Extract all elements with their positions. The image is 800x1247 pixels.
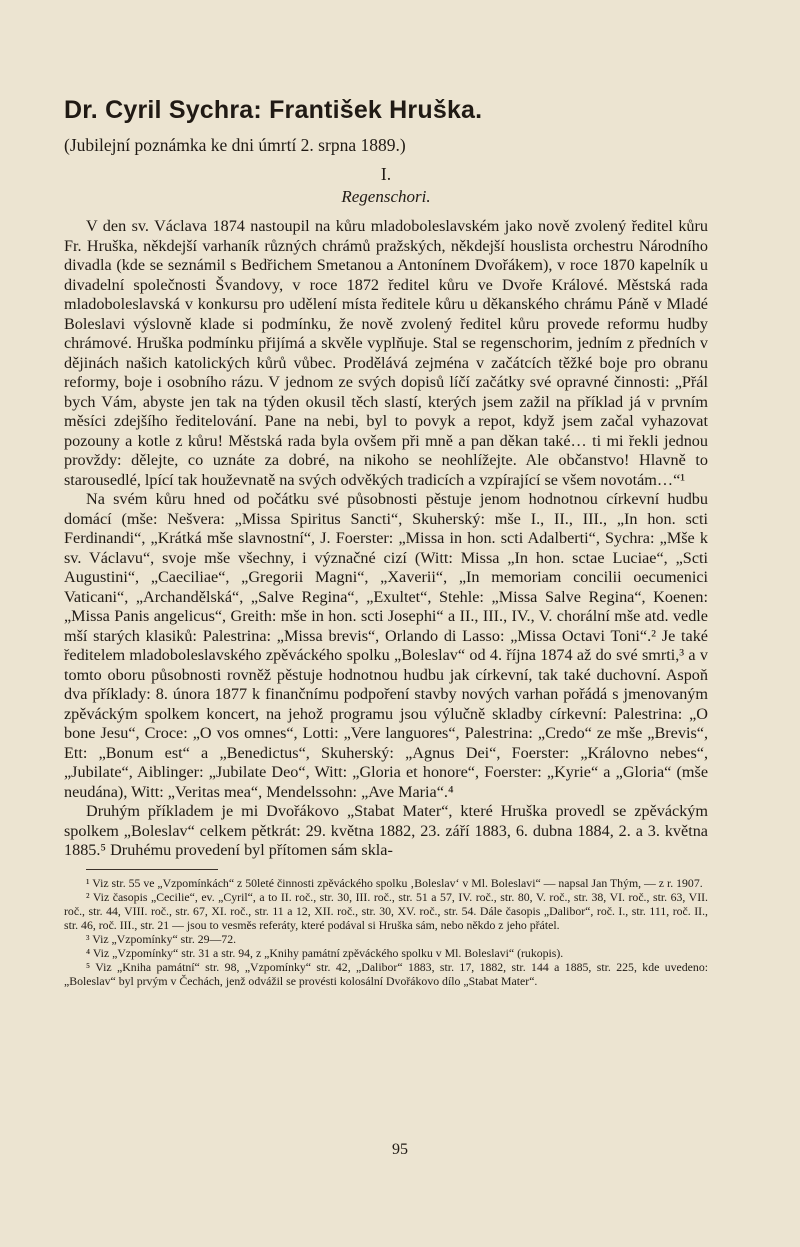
- article-body: [64, 217, 708, 861]
- section-number: I.: [380, 164, 392, 184]
- footnote: ³ Viz „Vzpomínky“ str. 29—72.: [86, 931, 237, 946]
- article-title: Dr. Cyril Sychra: František Hruška.: [64, 96, 483, 124]
- body-paragraph: Druhým příkladem je mi Dvořákovo „Stabat Mater“, které Hruška provedl se zpěváckým spolkem „Boleslav“ celkem pětkrát: 29. května 1882, 23. září 1883, 6. dubna 1884, 2. a 3. května 1885.⁵ Druhému provedení byl přítomen sám skla-: [64, 802, 708, 859]
- footnote: ¹ Viz str. 55 ve „Vzpomínkách“ z 50leté činnosti zpěváckého spolku ‚Boleslav‘ v Ml. Boleslavi“ — napsal Jan Thým, — z r. 1907.: [86, 875, 703, 890]
- article-subtitle: (Jubilejní poznámka ke dni úmrtí 2. srpna 1889.): [64, 135, 406, 155]
- footnote: ⁵ Viz „Kniha památní“ str. 98, „Vzpomínky“ str. 42, „Dalibor“ 1883, str. 17, 1882, str. 144 a 1885, str. 225, kde uvedeno: „Boleslav“ byl prvým v Čechách, jenž odvážil se provésti kolosální Dvořákovo dílo „Stabat Mater“.: [64, 959, 708, 988]
- footnote: ⁴ Viz „Vzpomínky“ str. 31 a str. 94, z „Knihy památní zpěváckého spolku v Ml. Boleslavi“ (rukopis).: [86, 945, 564, 960]
- body-paragraph: V den sv. Václava 1874 nastoupil na kůru mladoboleslavském jako nově zvolený ředitel kůru Fr. Hruška, někdejší varhaník různých chrámů pražských, někdejší houslista orchestru Národního divadla (kde se seznámil s Bedřichem Smetanou a Antonínem Dvořákem), v roce 1870 kapelník u divadelní společnosti Švandovy, v roce 1872 ředitel kůru ve Dvoře Králové. Městská rada mladoboleslavská v konkursu pro udělení místa ředitele kůru u děkanského chrámu Páně v Mladé Boleslavi výslovně klade si podmínku, že nově zvolený ředitel kůru provede reformu hudby chrámové. Hruška podmínku přijímá a skvěle vyplňuje. Stal se regenschorim, jedním z předních v dějinách našich katolických kůrů vůbec. Prodělává zejména v začátcích těžké boje pro obranu reformy, boje i osobního rázu. V jednom ze svých dopisů líčí začátky své opravné činnosti: „Přál bych Vám, abyste jen tak na týden okusil těch slastí, kterých jsem zažil na příklad já v prvním měsíci zdejšího ředitelování. Pane na nebi, byl to povyk a repot, když jsem začal vyhazovat pozouny a kotle z kůru! Městská rada byla ovšem při mně a pan děkan také… ti mi řekli jednou provždy: dělejte, co uznáte za dobré, na nikoho se neohlížejte. Ale občanstvo! Hlavně to starousedlé, lpící tak houževnatě na svých odvěkých tradicích a vzpírající se všem novotám…“¹: [64, 217, 708, 489]
- footnote: ² Viz časopis „Cecilie“, ev. „Cyril“, a to II. roč., str. 30, III. roč., str. 51 a 57, IV. roč., str. 80, V. roč., str. 38, VI. roč., str. 63, VII. roč., str. 44, VIII. roč., str. 67, XI. roč., str. 11 a 12, XII. roč., str. 30, XV. roč., str. 54. Dále časopis „Dalibor“, roč. I., str. 111, roč. II., str. 46, roč. III., str. 21 — jsou to vesměs referáty, které podával si Hruška sám, nebo někdo z jeho přátel.: [64, 889, 708, 932]
- footnote-separator: [86, 869, 218, 870]
- footnotes: [64, 876, 708, 988]
- page-number: 95: [392, 1141, 408, 1158]
- body-paragraph: Na svém kůru hned od počátku své působnosti pěstuje jenom hodnotnou církevní hudbu domácí (mše: Nešvera: „Missa Spiritus Sancti“, Skuherský: mše I., II., III., „In hon. scti Ferdinandi“, „Krátká mše slavnostní“, J. Foerster: „Missa in hon. scti Adalberti“, Sychra: „Mše k sv. Václavu“, svoje mše všechny, i význačné cizí (Witt: Missa „In hon. sctae Luciae“, „Scti Augustini“, „Caeciliae“, „Gregorii Magni“, „Xaverii“, „In memoriam concilii oecumenici Vaticani“, „Archandělská“, „Salve Regina“, „Exultet“, Stehle: „Missa Salve Regina“, Koenen: „Missa Panis angelicus“, Greith: mše in hon. scti Josephi“ a II., III., IV., V. chorální mše atd. vedle mší starých klasiků: Palestrina: „Missa brevis“, Orlando di Lasso: „Missa Octavi Toni“.² Je také ředitelem mladoboleslavského zpěváckého spolku „Boleslav“ od 4. října 1874 až do své smrti,³ a v tomto oboru působnosti rovněž pěstuje hodnotnou hudbu jak církevní, tak také duchovní. Aspoň dva příklady: 8. února 1877 k finančnímu podpoření stavby nových varhan pořádá s jmenovaným zpěváckým spolkem koncert, na jehož programu jsou výlučně skladby církevní: Palestrina: „O bone Jesu“, Croce: „O vos omnes“, Lotti: „Vere languores“, Palestrina: „Credo“ ze mše „Brevis“, Ett: „Bonum est“ a „Benedictus“, Skuherský: „Agnus Dei“, Foerster: „Královno nebes“, „Jubilate“, Aiblinger: „Jubilate Deo“, Witt: „Gloria et honore“, Foerster: „Kyrie“ a „Gloria“ (mše neudána), Witt: „Veritas mea“, Mendelssohn: „Ave Maria“.⁴: [64, 490, 708, 801]
- section-title: Regenschori.: [341, 187, 431, 206]
